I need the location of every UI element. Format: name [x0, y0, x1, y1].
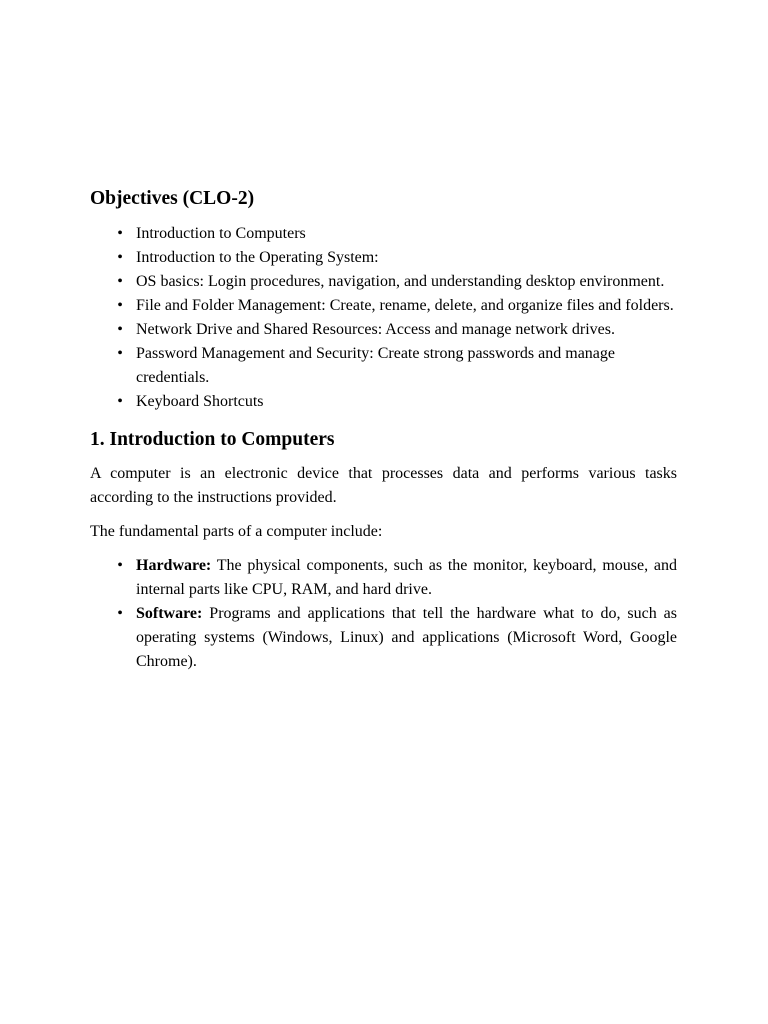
list-item-text: OS basics: Login procedures, navigation, and understanding desktop environment.: [136, 273, 665, 290]
list-item: [90, 222, 677, 246]
list-item-text: Introduction to the Operating System:: [136, 249, 379, 266]
list-item-text: Password Management and Security: Create strong passwords and manage credentials.: [136, 345, 615, 386]
list-item: [90, 318, 677, 342]
list-item: [90, 390, 677, 414]
section-heading: 1. Introduction to Computers: [90, 429, 335, 450]
list-item: [90, 342, 677, 390]
list-item: [90, 554, 677, 602]
list-item-text: Introduction to Computers: [136, 225, 306, 242]
term-description: Programs and applications that tell the hardware what to do, such as operating systems (Windows, Linux) and applications (Microsoft Word, Google Chrome).: [136, 605, 678, 670]
bullet-icon: •: [117, 605, 123, 622]
list-item: [90, 246, 677, 270]
objectives-heading: Objectives (CLO-2): [90, 188, 255, 209]
term-label: Hardware:: [136, 557, 212, 574]
term-label: Software:: [136, 605, 203, 622]
bullet-icon: •: [117, 297, 123, 314]
parts-intro-paragraph: The fundamental parts of a computer include:: [90, 523, 383, 540]
bullet-icon: •: [117, 249, 123, 266]
bullet-icon: •: [117, 321, 123, 338]
list-item-text: Network Drive and Shared Resources: Access and manage network drives.: [136, 321, 615, 338]
bullet-icon: •: [117, 393, 123, 410]
intro-paragraph: A computer is an electronic device that processes data and performs various tasks according to the instructions provided.: [90, 465, 677, 506]
term-description: The physical components, such as the monitor, keyboard, mouse, and internal parts like CPU, RAM, and hard drive.: [136, 557, 677, 598]
list-item-text: [136, 602, 677, 674]
objectives-list: [90, 222, 677, 414]
list-item: [90, 270, 677, 294]
parts-list: [90, 554, 677, 674]
page-content: [90, 186, 677, 674]
bullet-icon: •: [117, 345, 123, 362]
bullet-icon: •: [117, 225, 123, 242]
list-item: [90, 602, 677, 674]
bullet-icon: •: [117, 557, 123, 574]
list-item-text: File and Folder Management: Create, rename, delete, and organize files and folders.: [136, 297, 674, 314]
bullet-icon: •: [117, 273, 123, 290]
list-item-text: Keyboard Shortcuts: [136, 393, 264, 410]
list-item-text: [136, 554, 677, 602]
list-item: [90, 294, 677, 318]
